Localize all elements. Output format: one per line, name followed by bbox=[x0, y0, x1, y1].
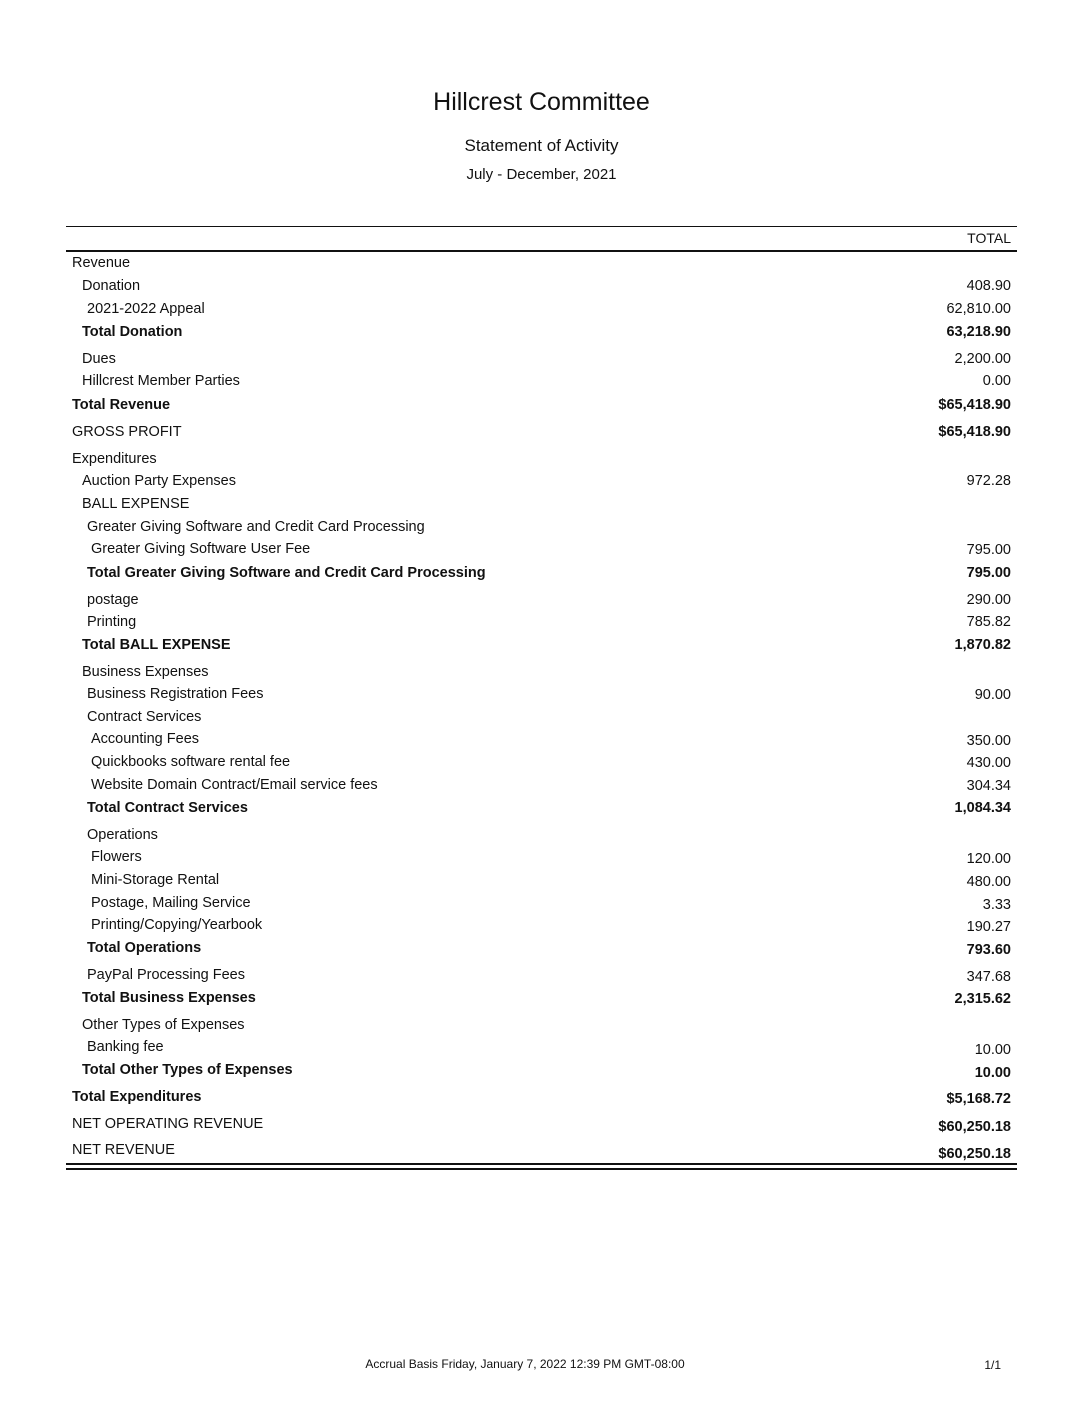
row-label: Dues bbox=[82, 351, 116, 367]
row-label: Revenue bbox=[72, 255, 131, 271]
row-amount: 3.33 bbox=[982, 897, 1011, 913]
row-amount: $5,168.72 bbox=[946, 1091, 1011, 1107]
row-amount: 972.28 bbox=[966, 473, 1011, 489]
row-amount: 1,084.34 bbox=[954, 800, 1011, 816]
report-company-title: Hillcrest Committee bbox=[433, 88, 650, 116]
row-label: Quickbooks software rental fee bbox=[91, 754, 291, 770]
row-amount: 10.00 bbox=[974, 1042, 1011, 1058]
column-header-total: TOTAL bbox=[967, 230, 1011, 246]
row-label: Accounting Fees bbox=[91, 731, 200, 747]
table-row bbox=[66, 1088, 1011, 1106]
row-label: BALL EXPENSE bbox=[82, 496, 190, 512]
row-label: NET OPERATING REVENUE bbox=[72, 1116, 264, 1132]
row-amount: 408.90 bbox=[966, 278, 1011, 294]
row-amount: 120.00 bbox=[966, 851, 1011, 867]
row-amount: 304.34 bbox=[966, 778, 1011, 794]
row-label: Website Domain Contract/Email service fees bbox=[91, 777, 378, 793]
table-row bbox=[66, 636, 1011, 654]
table-row bbox=[66, 277, 1011, 295]
row-amount: 2,200.00 bbox=[954, 351, 1011, 367]
table-row bbox=[66, 300, 1011, 318]
row-label: Total Donation bbox=[82, 324, 183, 340]
table-row bbox=[66, 916, 1011, 934]
row-amount: 480.00 bbox=[966, 874, 1011, 890]
table-row bbox=[66, 685, 1011, 703]
row-label: NET REVENUE bbox=[72, 1142, 175, 1158]
row-amount: $65,418.90 bbox=[938, 397, 1011, 413]
table-row bbox=[66, 966, 1011, 984]
table-end-rule-2 bbox=[66, 1168, 1017, 1170]
row-label: Total Contract Services bbox=[87, 800, 248, 816]
row-amount: 0.00 bbox=[982, 373, 1011, 389]
row-amount: 190.27 bbox=[966, 919, 1011, 935]
row-label: Operations bbox=[87, 827, 158, 843]
page-number: 1/1 bbox=[984, 1358, 1001, 1372]
row-amount: 430.00 bbox=[966, 755, 1011, 771]
row-label: Auction Party Expenses bbox=[82, 473, 236, 489]
row-label: postage bbox=[87, 592, 139, 608]
row-amount: $60,250.18 bbox=[938, 1146, 1011, 1162]
table-row bbox=[66, 708, 1011, 726]
row-label: Business Expenses bbox=[82, 664, 209, 680]
row-label: Donation bbox=[82, 278, 141, 294]
table-row bbox=[66, 495, 1011, 513]
table-row bbox=[66, 591, 1011, 609]
table-row bbox=[66, 1038, 1011, 1056]
table-row bbox=[66, 1141, 1011, 1162]
row-label: Expenditures bbox=[72, 451, 157, 467]
row-label: Flowers bbox=[91, 849, 142, 865]
table-row bbox=[66, 1016, 1011, 1034]
table-row bbox=[66, 871, 1011, 889]
row-label: Printing bbox=[87, 614, 137, 630]
row-label: Hillcrest Member Parties bbox=[82, 373, 240, 389]
row-amount: 290.00 bbox=[966, 592, 1011, 608]
row-label: Other Types of Expenses bbox=[82, 1017, 245, 1033]
row-label: Greater Giving Software and Credit Card Processing bbox=[87, 519, 425, 535]
report-footer: Accrual Basis Friday, January 7, 2022 12:39 PM GMT-08:00 bbox=[365, 1357, 685, 1371]
table-row bbox=[66, 450, 1011, 468]
row-label: Total Greater Giving Software and Credit Card Processing bbox=[87, 565, 486, 581]
table-row bbox=[66, 372, 1011, 390]
table-row bbox=[66, 423, 1011, 441]
row-label: Total Business Expenses bbox=[82, 990, 256, 1006]
row-label: 2021-2022 Appeal bbox=[87, 301, 205, 317]
row-label: Total Other Types of Expenses bbox=[82, 1062, 293, 1078]
table-row bbox=[66, 613, 1011, 631]
row-label: Postage, Mailing Service bbox=[91, 895, 251, 911]
header-bottom-rule bbox=[66, 250, 1017, 252]
row-label: Banking fee bbox=[87, 1039, 164, 1055]
table-row bbox=[66, 989, 1011, 1007]
row-amount: 90.00 bbox=[974, 687, 1011, 703]
row-amount: $65,418.90 bbox=[938, 424, 1011, 440]
table-end-rule-1 bbox=[66, 1163, 1017, 1165]
row-label: Contract Services bbox=[87, 709, 202, 725]
table-row bbox=[66, 799, 1011, 817]
table-row bbox=[66, 540, 1011, 558]
row-amount: 63,218.90 bbox=[946, 324, 1011, 340]
row-amount: 2,315.62 bbox=[954, 991, 1011, 1007]
table-row bbox=[66, 254, 1011, 272]
table-row bbox=[66, 1115, 1011, 1133]
table-row bbox=[66, 776, 1011, 794]
row-amount: $60,250.18 bbox=[938, 1119, 1011, 1135]
row-amount: 1,870.82 bbox=[954, 637, 1011, 653]
row-label: Business Registration Fees bbox=[87, 686, 264, 702]
row-amount: 10.00 bbox=[974, 1065, 1011, 1081]
row-label: Total BALL EXPENSE bbox=[82, 637, 231, 653]
table-row bbox=[66, 323, 1011, 341]
row-amount: 62,810.00 bbox=[946, 301, 1011, 317]
header-top-rule bbox=[66, 226, 1017, 227]
row-label: Greater Giving Software User Fee bbox=[91, 541, 311, 557]
report-name: Statement of Activity bbox=[464, 136, 619, 155]
row-label: Total Operations bbox=[87, 940, 202, 956]
row-amount: 795.00 bbox=[966, 542, 1011, 558]
table-row bbox=[66, 826, 1011, 844]
row-amount: 793.60 bbox=[966, 942, 1011, 958]
row-label: Total Expenditures bbox=[72, 1089, 202, 1105]
row-label: Mini-Storage Rental bbox=[91, 872, 220, 888]
row-amount: 795.00 bbox=[966, 565, 1011, 581]
table-row bbox=[66, 753, 1011, 771]
table-row bbox=[66, 1061, 1011, 1079]
report-period: July - December, 2021 bbox=[466, 166, 617, 183]
row-label: GROSS PROFIT bbox=[72, 424, 182, 440]
row-amount: 350.00 bbox=[966, 733, 1011, 749]
table-row bbox=[66, 894, 1011, 912]
row-label: Printing/Copying/Yearbook bbox=[91, 917, 263, 933]
table-row bbox=[66, 663, 1011, 681]
row-label: Total Revenue bbox=[72, 397, 171, 413]
row-amount: 347.68 bbox=[966, 969, 1011, 985]
table-row bbox=[66, 564, 1011, 582]
table-row bbox=[66, 396, 1011, 414]
row-label: PayPal Processing Fees bbox=[87, 967, 245, 983]
row-amount: 785.82 bbox=[966, 614, 1011, 630]
table-row bbox=[66, 472, 1011, 490]
table-row bbox=[66, 848, 1011, 866]
table-row bbox=[66, 518, 1011, 536]
table-row bbox=[66, 350, 1011, 368]
table-row bbox=[66, 939, 1011, 957]
table-row bbox=[66, 730, 1011, 748]
